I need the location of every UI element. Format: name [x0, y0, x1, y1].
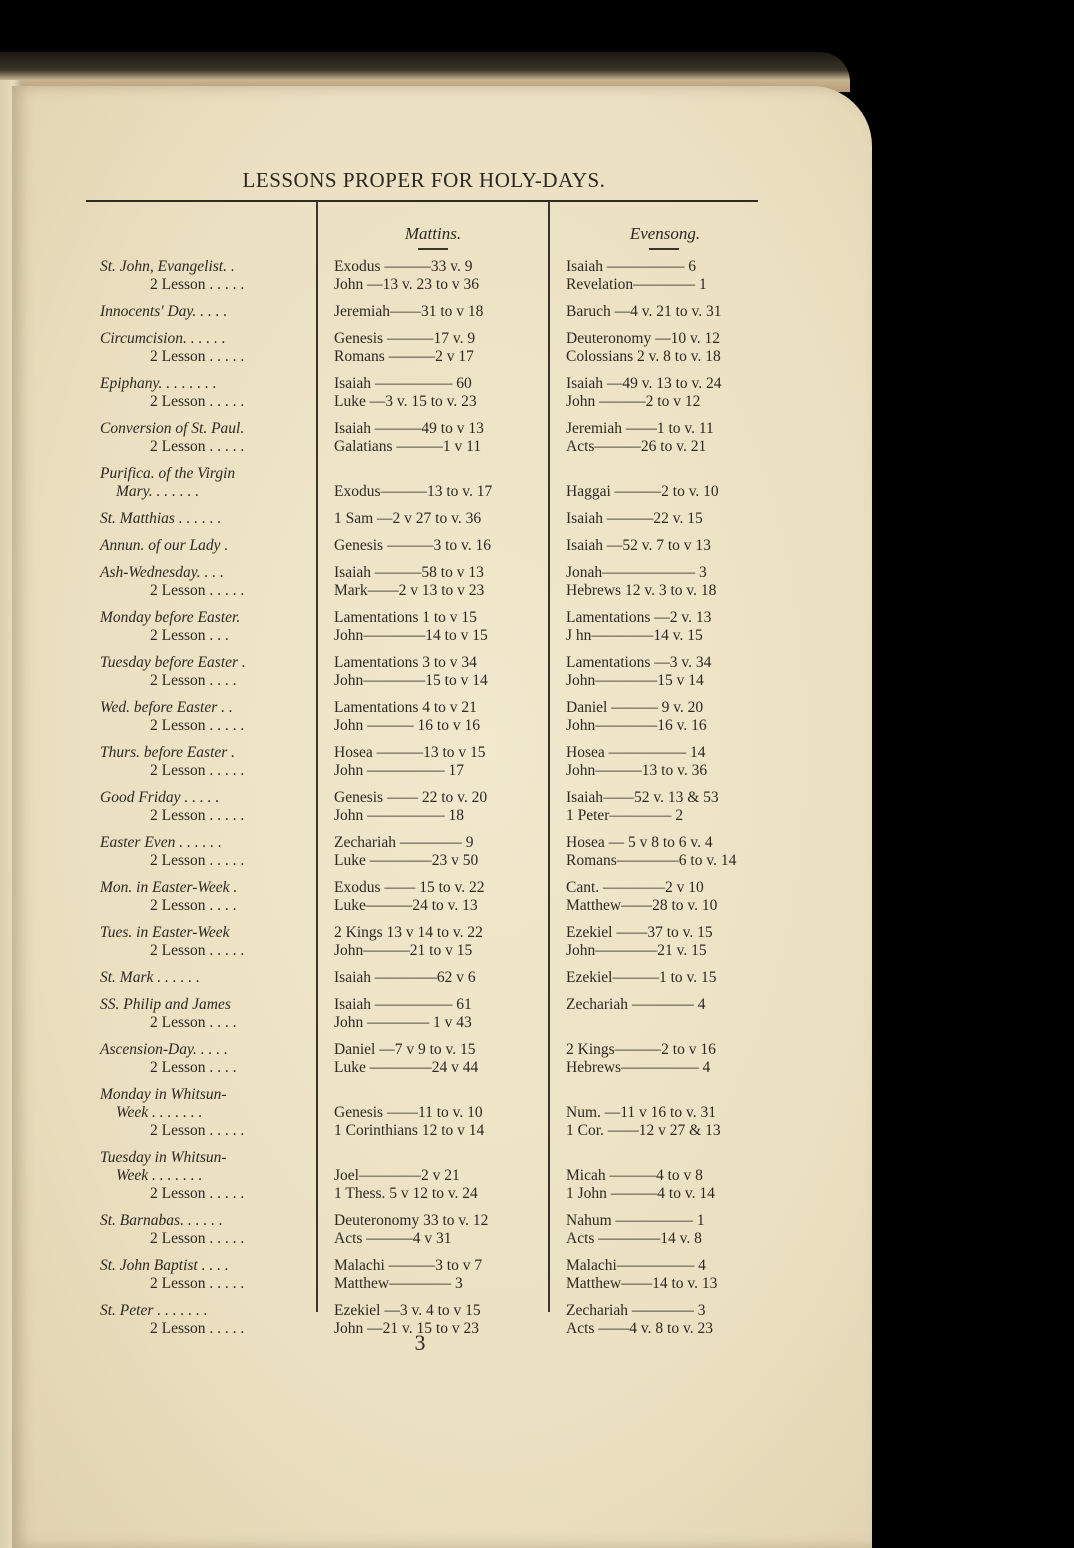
- mattins-line: John————14 to v 15: [334, 627, 488, 644]
- mattins-line: Isaiah ———58 to v 13: [334, 564, 484, 581]
- day-line: 2 Lesson . . . . .: [150, 1122, 245, 1139]
- day-line: Ascension-Day. . . . .: [100, 1041, 228, 1058]
- evensong-line: Micah ———4 to v 8: [566, 1167, 703, 1184]
- day-line: 2 Lesson . . . .: [150, 1059, 237, 1076]
- evensong-line: 1 Peter———— 2: [566, 807, 684, 824]
- mattins-cell: [334, 879, 530, 915]
- day-line: 2 Lesson . . . . .: [150, 807, 245, 824]
- day-cell: [100, 1086, 296, 1140]
- mattins-line: Lamentations 3 to v 34: [334, 654, 477, 671]
- evensong-line: John———13 to v. 36: [566, 762, 708, 779]
- day-line: Week . . . . . . .: [116, 1167, 203, 1184]
- mattins-line: Exodus —— 15 to v. 22: [334, 879, 485, 896]
- evensong-line: 1 Cor. ——12 v 27 & 13: [566, 1122, 721, 1139]
- mattins-line: Isaiah ————62 v 6: [334, 969, 476, 986]
- evensong-cell: [566, 1149, 762, 1203]
- mattins-line: 1 Sam —2 v 27 to v. 36: [334, 510, 482, 527]
- evensong-line: Isaiah —52 v. 7 to v 13: [566, 537, 711, 554]
- mattins-line: 2 Kings 13 v 14 to v. 22: [334, 924, 483, 941]
- evensong-line: John————15 v 14: [566, 672, 704, 689]
- day-cell: [100, 510, 296, 528]
- day-cell: [100, 330, 296, 366]
- evensong-cell: [566, 996, 762, 1032]
- evensong-line: Hosea ————— 14: [566, 744, 706, 761]
- evensong-line: Jeremiah ——1 to v. 11: [566, 420, 714, 437]
- evensong-cell: [566, 420, 762, 456]
- evensong-cell: [566, 1257, 762, 1293]
- day-line: 2 Lesson . . . . .: [150, 276, 245, 293]
- day-line: 2 Lesson . . . .: [150, 897, 237, 914]
- mattins-line: Mark——2 v 13 to v 23: [334, 582, 485, 599]
- mattins-line: John———21 to v 15: [334, 942, 473, 959]
- mattins-line: Joel————2 v 21: [334, 1167, 460, 1184]
- mattins-line: Lamentations 1 to v 15: [334, 609, 477, 626]
- mattins-line: Daniel —7 v 9 to v. 15: [334, 1041, 476, 1058]
- mattins-line: Isaiah ————— 60: [334, 375, 472, 392]
- day-line: St. Matthias . . . . . .: [100, 510, 222, 527]
- evensong-cell: [566, 258, 762, 294]
- mattins-line: Luke ————24 v 44: [334, 1059, 479, 1076]
- mattins-line: Genesis ———17 v. 9: [334, 330, 476, 347]
- day-line: Conversion of St. Paul.: [100, 420, 245, 437]
- day-line: 2 Lesson . . . .: [150, 672, 237, 689]
- day-line: Wed. before Easter . .: [100, 699, 233, 716]
- mattins-line: John ————— 17: [334, 762, 465, 779]
- mattins-cell: [334, 537, 530, 555]
- mattins-line: Exodus———13 to v. 17: [334, 483, 493, 500]
- mattins-cell: [334, 1149, 530, 1203]
- day-line: 2 Lesson . . . .: [150, 1014, 237, 1031]
- mattins-line: Deuteronomy 33 to v. 12: [334, 1212, 489, 1229]
- day-line: Annun. of our Lady .: [100, 537, 229, 554]
- evensong-line: [566, 1149, 762, 1167]
- evensong-cell: [566, 510, 762, 528]
- evensong-line: Romans————6 to v. 14: [566, 852, 737, 869]
- day-cell: [100, 465, 296, 501]
- mattins-line: Genesis —— 22 to v. 20: [334, 789, 488, 806]
- day-line: Mon. in Easter-Week .: [100, 879, 238, 896]
- day-cell: [100, 879, 296, 915]
- evensong-cell: [566, 834, 762, 870]
- day-line: 2 Lesson . . . . .: [150, 348, 245, 365]
- mattins-line: John —21 v. 15 to v 23: [334, 1320, 479, 1337]
- evensong-line: John————16 v. 16: [566, 717, 707, 734]
- mattins-cell: [334, 969, 530, 987]
- day-cell: [100, 1212, 296, 1248]
- mattins-line: [334, 1149, 530, 1167]
- page-number: 3: [414, 1330, 426, 1355]
- evensong-line: Cant. ————2 v 10: [566, 879, 704, 896]
- mattins-cell: [334, 303, 530, 321]
- evensong-cell: [566, 1302, 762, 1338]
- mattins-cell: [334, 1257, 530, 1293]
- mattins-line: Matthew———— 3: [334, 1275, 463, 1292]
- evensong-line: Isaiah —49 v. 13 to v. 24: [566, 375, 722, 392]
- day-line: Easter Even . . . . . .: [100, 834, 222, 851]
- day-line: Purifica. of the Virgin: [100, 465, 236, 482]
- mattins-cell: [334, 258, 530, 294]
- evensong-cell: [566, 537, 762, 555]
- evensong-line: Acts ————14 v. 8: [566, 1230, 702, 1247]
- mattins-line: Luke ————23 v 50: [334, 852, 479, 869]
- mattins-line: Galatians ———1 v 11: [334, 438, 482, 455]
- evensong-line: Hebrews————— 4: [566, 1059, 711, 1076]
- evensong-line: John————21 v. 15: [566, 942, 707, 959]
- day-cell: [100, 834, 296, 870]
- day-line: Innocents' Day. . . . .: [100, 303, 228, 320]
- day-cell: [100, 699, 296, 735]
- day-line: Ash-Wednesday. . . .: [100, 564, 224, 581]
- evensong-line: 1 John ———4 to v. 14: [566, 1185, 715, 1202]
- evensong-header: Evensong.: [629, 224, 701, 243]
- day-line: St. John Baptist . . . .: [100, 1257, 229, 1274]
- mattins-cell: [334, 375, 530, 411]
- mattins-line: John ——— 16 to v 16: [334, 717, 480, 734]
- mattins-cell: [334, 789, 530, 825]
- day-line: Good Friday . . . . .: [100, 789, 220, 806]
- evensong-line: Isaiah ———22 v. 15: [566, 510, 703, 527]
- mattins-line: Exodus ———33 v. 9: [334, 258, 473, 275]
- day-cell: [100, 654, 296, 690]
- day-line: 2 Lesson . . . . .: [150, 582, 245, 599]
- evensong-line: Ezekiel———1 to v. 15: [566, 969, 717, 986]
- day-cell: [100, 375, 296, 411]
- evensong-line: Matthew——14 to v. 13: [566, 1275, 718, 1292]
- day-cell: [100, 969, 296, 987]
- mattins-cell: [334, 1212, 530, 1248]
- mattins-line: John————15 to v 14: [334, 672, 488, 689]
- evensong-line: [566, 1014, 762, 1032]
- evensong-line: Malachi————— 4: [566, 1257, 706, 1274]
- mattins-cell: [334, 834, 530, 870]
- evensong-cell: [566, 789, 762, 825]
- day-line: 2 Lesson . . . . .: [150, 762, 245, 779]
- evensong-line: Num. —11 v 16 to v. 31: [566, 1104, 716, 1121]
- mattins-cell: [334, 465, 530, 501]
- day-line: 2 Lesson . . . . .: [150, 1275, 245, 1292]
- evensong-line: Isaiah ————— 6: [566, 258, 697, 275]
- evensong-line: Zechariah ———— 3: [566, 1302, 706, 1319]
- evensong-cell: [566, 924, 762, 960]
- mattins-line: 1 Thess. 5 v 12 to v. 24: [334, 1185, 478, 1202]
- mattins-line: Malachi ———3 to v 7: [334, 1257, 483, 1274]
- day-line: Tuesday before Easter .: [100, 654, 246, 671]
- mattins-cell: [334, 699, 530, 735]
- mattins-line: Isaiah ———49 to v 13: [334, 420, 484, 437]
- mattins-header-rule: [418, 248, 448, 250]
- mattins-line: Luke———24 to v. 13: [334, 897, 478, 914]
- mattins-line: Romans ———2 v 17: [334, 348, 474, 365]
- day-line: St. Mark . . . . . .: [100, 969, 200, 986]
- evensong-cell: [566, 1086, 762, 1140]
- mattins-line: Genesis ——11 to v. 10: [334, 1104, 483, 1121]
- mattins-line: Jeremiah——31 to v 18: [334, 303, 484, 320]
- evensong-line: Lamentations —2 v. 13: [566, 609, 712, 626]
- mattins-line: Ezekiel —3 v. 4 to v 15: [334, 1302, 481, 1319]
- day-line: Week . . . . . . .: [116, 1104, 203, 1121]
- evensong-cell: [566, 1212, 762, 1248]
- title-rule: [86, 200, 758, 202]
- day-line: Tues. in Easter-Week: [100, 924, 230, 941]
- day-line: St. Barnabas. . . . . .: [100, 1212, 223, 1229]
- day-cell: [100, 609, 296, 645]
- evensong-line: 2 Kings———2 to v 16: [566, 1041, 716, 1058]
- mattins-line: Genesis ———3 to v. 16: [334, 537, 491, 554]
- day-line: Circumcision. . . . . .: [100, 330, 226, 347]
- evensong-cell: [566, 375, 762, 411]
- evensong-cell: [566, 699, 762, 735]
- evensong-line: [566, 465, 762, 483]
- mattins-line: [334, 1086, 530, 1104]
- mattins-line: Hosea ———13 to v 15: [334, 744, 486, 761]
- mattins-cell: [334, 510, 530, 528]
- mattins-line: John —13 v. 23 to v 36: [334, 276, 479, 293]
- evensong-line: Zechariah ———— 4: [566, 996, 706, 1013]
- evensong-cell: [566, 564, 762, 600]
- evensong-line: Colossians 2 v. 8 to v. 18: [566, 348, 721, 365]
- mattins-line: Zechariah ———— 9: [334, 834, 474, 851]
- column-divider-right: [548, 202, 550, 1312]
- day-line: 2 Lesson . . .: [150, 627, 229, 644]
- evensong-line: Isaiah——52 v. 13 & 53: [566, 789, 719, 806]
- evensong-cell: [566, 330, 762, 366]
- day-cell: [100, 537, 296, 555]
- mattins-line: Isaiah ————— 61: [334, 996, 472, 1013]
- evensong-line: Acts———26 to v. 21: [566, 438, 707, 455]
- evensong-line: [566, 1086, 762, 1104]
- mattins-cell: [334, 1041, 530, 1077]
- column-divider-left: [316, 202, 318, 1312]
- day-cell: [100, 258, 296, 294]
- day-line: 2 Lesson . . . . .: [150, 717, 245, 734]
- day-line: 2 Lesson . . . . .: [150, 438, 245, 455]
- evensong-header-rule: [649, 248, 679, 250]
- evensong-line: Lamentations —3 v. 34: [566, 654, 712, 671]
- mattins-header: Mattins.: [404, 224, 462, 243]
- mattins-cell: [334, 330, 530, 366]
- day-line: St. John, Evangelist. .: [100, 258, 235, 275]
- day-cell: [100, 1257, 296, 1293]
- evensong-line: Daniel ——— 9 v. 20: [566, 699, 704, 716]
- evensong-cell: [566, 654, 762, 690]
- evensong-line: Ezekiel ——37 to v. 15: [566, 924, 713, 941]
- mattins-cell: [334, 996, 530, 1032]
- mattins-cell: [334, 609, 530, 645]
- day-line: 2 Lesson . . . . .: [150, 393, 245, 410]
- mattins-line: Luke —3 v. 15 to v. 23: [334, 393, 477, 410]
- evensong-cell: [566, 1041, 762, 1077]
- evensong-line: John ———2 to v 12: [566, 393, 701, 410]
- day-line: 2 Lesson . . . . .: [150, 1230, 245, 1247]
- day-cell: [100, 789, 296, 825]
- evensong-line: Haggai ———2 to v. 10: [566, 483, 719, 500]
- evensong-cell: [566, 465, 762, 501]
- mattins-line: John ————— 18: [334, 807, 465, 824]
- evensong-cell: [566, 879, 762, 915]
- evensong-line: Matthew——28 to v. 10: [566, 897, 718, 914]
- day-cell: [100, 303, 296, 321]
- mattins-cell: [334, 924, 530, 960]
- day-cell: [100, 924, 296, 960]
- day-line: Monday in Whitsun-: [100, 1086, 227, 1103]
- mattins-line: Acts ———4 v 31: [334, 1230, 452, 1247]
- day-line: St. Peter . . . . . . .: [100, 1302, 208, 1319]
- day-cell: [100, 420, 296, 456]
- evensong-line: Nahum ————— 1: [566, 1212, 705, 1229]
- mattins-cell: [334, 420, 530, 456]
- evensong-cell: [566, 303, 762, 321]
- day-cell: [100, 564, 296, 600]
- evensong-line: J hn————14 v. 15: [566, 627, 703, 644]
- evensong-line: Revelation———— 1: [566, 276, 707, 293]
- mattins-line: John ———— 1 v 43: [334, 1014, 472, 1031]
- mattins-cell: [334, 654, 530, 690]
- mattins-cell: [334, 1086, 530, 1140]
- day-line: Mary. . . . . . .: [116, 483, 200, 500]
- day-cell: [100, 1149, 296, 1203]
- day-line: Thurs. before Easter .: [100, 744, 236, 761]
- evensong-cell: [566, 609, 762, 645]
- day-line: Epiphany. . . . . . . .: [100, 375, 217, 392]
- mattins-cell: [334, 744, 530, 780]
- day-line: 2 Lesson . . . . .: [150, 1185, 245, 1202]
- evensong-line: Acts ——4 v. 8 to v. 23: [566, 1320, 713, 1337]
- evensong-cell: [566, 969, 762, 987]
- day-line: SS. Philip and James: [100, 996, 231, 1013]
- evensong-cell: [566, 744, 762, 780]
- day-cell: [100, 744, 296, 780]
- day-cell: [100, 996, 296, 1032]
- evensong-line: Hebrews 12 v. 3 to v. 18: [566, 582, 717, 599]
- day-line: Monday before Easter.: [100, 609, 241, 626]
- mattins-line: [334, 465, 530, 483]
- evensong-line: Hosea — 5 v 8 to 6 v. 4: [566, 834, 713, 851]
- mattins-cell: [334, 564, 530, 600]
- day-line: 2 Lesson . . . . .: [150, 1320, 245, 1337]
- day-line: 2 Lesson . . . . .: [150, 942, 245, 959]
- mattins-line: Lamentations 4 to v 21: [334, 699, 477, 716]
- day-line: 2 Lesson . . . . .: [150, 852, 245, 869]
- evensong-line: Deuteronomy —10 v. 12: [566, 330, 720, 347]
- day-cell: [100, 1302, 296, 1338]
- day-line: Tuesday in Whitsun-: [100, 1149, 227, 1166]
- evensong-line: Baruch —4 v. 21 to v. 31: [566, 303, 722, 320]
- page-title: LESSONS PROPER FOR HOLY-DAYS.: [242, 168, 606, 192]
- day-cell: [100, 1041, 296, 1077]
- mattins-line: 1 Corinthians 12 to v 14: [334, 1122, 485, 1139]
- evensong-line: Jonah—————— 3: [566, 564, 707, 581]
